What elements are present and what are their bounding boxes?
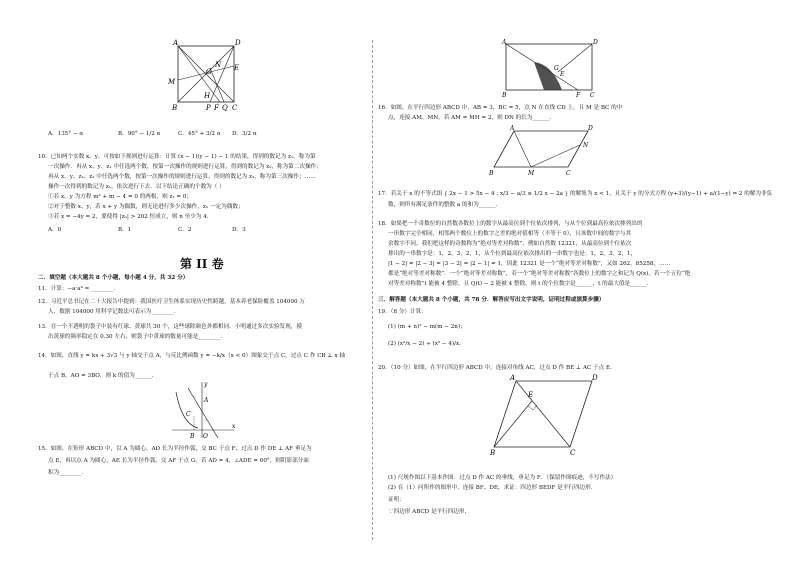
fig-label: F — [214, 104, 219, 112]
fig-label: E — [560, 71, 565, 78]
q20-proof-line: ∵四边形 ABCD 是平行四边形， — [388, 509, 471, 515]
q13-line: 13．在一个不透明的袋子中装有红球、黄球共 30 个，这些球除颜色外都相同．小明通过多次实验发现，摸 — [38, 324, 302, 330]
fig-label: B — [172, 104, 178, 112]
fig-label: C — [232, 104, 238, 112]
fig-label: G — [554, 65, 559, 72]
q10-line: ③若 x = −4y = 2，要使得 |zₙ| > 202 恒成立，则 n 至少为 4． — [48, 214, 213, 220]
fig-label: A — [204, 397, 209, 404]
q18-line: 一串数字完全相同，相邻两个数位上的数字之差的绝对值相等（不等于 0），且该数中间的数字与其 — [388, 231, 632, 237]
fig-label: E — [528, 391, 534, 399]
fig-label: P — [206, 104, 211, 112]
fig-label: C — [590, 92, 595, 99]
q9-option-b: B．90° − 1/2 α — [118, 131, 161, 137]
q15-line: 15．如图，在矩形 ABCD 中，以 A 为圆心，AD 长为半径作弧，交 BC 于点 F，过点 D 作 DE ⊥ AF 垂足为 — [38, 446, 312, 452]
q9-figure — [160, 40, 250, 120]
q10-option-d: D．3 — [232, 227, 246, 233]
q18-line: 都是“绝对等差对称数”．一个“绝对等差对称数”，若一个“绝对等差对称数”各数位上的数字之和记为 Q(x)，若一个五位“绝 — [388, 271, 691, 277]
q18-line: 排出的一串数字是：1，2，3，2，1，从个位到最高位依次排出的一串数字也是：1，2，3，2，1， — [388, 251, 637, 257]
q9-option-c: C．45° + 3/2 α — [178, 131, 221, 137]
q9-option-d: D．3/2 α — [232, 131, 257, 137]
fig-label: F — [576, 92, 581, 99]
q19-part-2: (2) (x²/x − 2) ÷ (x² − 4)/x． — [388, 341, 465, 347]
fig-label: O — [203, 433, 208, 440]
fig-label: M — [528, 170, 535, 177]
fig-label: B — [489, 170, 494, 177]
fig-label: D — [235, 39, 241, 47]
fig-label: A — [502, 39, 507, 46]
q10-option-a: A．0 — [48, 227, 62, 233]
fig-label: B — [502, 92, 507, 99]
fig-label: M — [168, 78, 176, 86]
q12-line: 12．习近平总书记在二十大报告中提到：我国医疗卫生体系实现历史性跨越，基本养老保险覆盖 104000 万 — [38, 299, 305, 305]
q19: 19．（8 分）计算： — [378, 309, 427, 315]
fig-label: D — [593, 39, 598, 46]
fig-label: N — [583, 142, 589, 149]
q12-line: 人，数据 104000 用科学记数法可表示为________． — [48, 309, 180, 315]
fig-label: E — [234, 64, 240, 72]
fig-label: N — [215, 61, 222, 69]
fill-heading: 二．填空题（本大题共 8 个小题，每小题 4 分，共 32 分） — [38, 275, 189, 281]
fig-label: B — [190, 433, 195, 440]
q20-figure — [488, 375, 600, 457]
q14-line: 于点 B，AO = 3BO，则 k 的值为______． — [48, 373, 158, 379]
fig-label: C — [186, 411, 191, 418]
fig-label: A — [510, 125, 515, 132]
q10-line: 再从 x、y、z₁、z₂ 中任选两个数，按第一次操作的规则进行运算，得到的数记为 z₃，称为第三次操作；…… — [48, 174, 316, 180]
column-divider — [372, 40, 373, 540]
q16-line: 点，连接 AM、MN，若 AM = MH = 2，则 DN 的长为______． — [388, 115, 555, 121]
fig-label: y — [204, 381, 208, 388]
q20-part-2: (2) 在（1）问所作的图形中，连接 BF、DE，求证：四边形 BEDF 是平行四边形． — [388, 485, 597, 491]
fig-label: G — [206, 68, 212, 76]
q9-option-a: A．135° − α — [48, 131, 84, 137]
q10-option-b: B．1 — [118, 227, 132, 233]
fig-label: A — [173, 39, 179, 47]
fig-label: C — [570, 449, 576, 457]
fig-label: C — [566, 170, 571, 177]
fig-label: D — [592, 374, 598, 382]
q11: 11．计算：−a·a⁴ = ________． — [38, 286, 120, 292]
q14-figure — [168, 380, 238, 442]
fig-label: B — [490, 449, 496, 457]
q10-line: 操作一次得到的数记为 zₙ，依次进行下去．以下结论正确的个数为（ ） — [48, 184, 225, 190]
q16-figure — [488, 125, 598, 177]
q17-line: 17．若关于 x 的不等式组 { 2x − 1 > 5x − 4 ; x/3 − a/3 ≤ 1/2 x − 2a } 的解集为 x < 1，且关于 y 的分式方程 (y+3)/(y−1) + a/(1−y) = 2 的解为非负 — [378, 191, 773, 197]
q17-line: 数，则所有满足条件的整数 a 的和为______． — [388, 202, 502, 208]
fig-label: x — [232, 423, 236, 430]
answer-heading: 三．解答题（本大题共 8 个小题，共 78 分．解答应写出文字说明，证明过程或演算步骤） — [378, 297, 605, 303]
q18-line: 对等差对称数”t 能被 4 整除，且 Q(t) − 2 能被 4 整除，则 t 的个位数字是______，t 的最大值是______． — [388, 281, 653, 287]
q10-option-c: C．2 — [178, 227, 192, 233]
fig-label: Q — [222, 104, 228, 112]
q18-line: |1 − 2| = |2 − 3| = |3 − 2| = |2 − 1| = 1，因此 12321 是一个“绝对等差对称数”，又如 262，85258，…… — [388, 261, 671, 267]
q14-line: 14．如图，直线 y = kx + 3√3 与 y 轴交于点 A，与反比例函数 y = −k/x（x < 0）图象交于点 C，过点 C 作 CB ⊥ x 轴 — [38, 353, 345, 359]
q18-line: 余数字不同，我们把这样的奇数称为“绝对等差对称数”，例如自然数 12321，从最高位到个位依次 — [388, 241, 632, 247]
section-title: 第 II 卷 — [180, 257, 224, 271]
q10-line: 一次操作．再从 x、y、z₁ 中任选两个数，按第一次操作的规则进行运算，得到的数记为 z₂，称为第二次操作； — [48, 164, 322, 170]
q15-line: 点 E，再以点 A 为圆心，AE 长为半径作弧，交 AF 于点 G，若 AD = 4，∠ADE = 60°，则阴影部分面 — [48, 458, 309, 464]
q20: 20．（10 分）如图，在平行四边形 ABCD 中，连接对角线 AC，过点 D 作 BE ⊥ AC 于点 E． — [378, 365, 616, 371]
fig-label: A — [510, 374, 516, 382]
q19-part-1: (1) (m + n)² − m(m − 2n)； — [388, 324, 466, 330]
q10-line: 10．已知两个实数 x、y，可按如下规则进行运算：计算 (x − 1)(y − 1) − 1 的结果，得到的数记为 z₁，称为第 — [38, 154, 316, 160]
fig-label: D — [588, 125, 593, 132]
q13-line: 出黄球的频率稳定在 0.30 左右，则袋子中黄球的数量可能是________． — [48, 334, 227, 340]
q18-line: 18．如果把一个奇数位的自然数各数位上的数字从最高位到个位依次排列，与从个位到最高位依次排列出的 — [378, 221, 643, 227]
fig-label: H — [204, 92, 211, 100]
q20-proof-label: 证明： — [388, 497, 405, 503]
q15-line: 积为________． — [48, 470, 88, 476]
q16-line: 16．如图，在平行四边形 ABCD 中，AB = 3，BC = 5，点 N 在直线 CD 上，且 M 是 BC 的中 — [378, 105, 623, 111]
q15-figure — [500, 40, 600, 100]
q10-line: ①若 x、y 为方程 m² + m − 4 = 0 的两根，则 z₁ = 0； — [48, 194, 193, 200]
q20-part-1: (1) 尺规作图以下基本作图：过点 D 作 AC 的垂线，垂足为 F．（保留作图痕迹，不写作法） — [388, 475, 617, 481]
q10-line: ②对于整数 x、y，若 x + y 为偶数，则无论进行多少次操作，zₙ 一定为偶数； — [48, 204, 244, 210]
